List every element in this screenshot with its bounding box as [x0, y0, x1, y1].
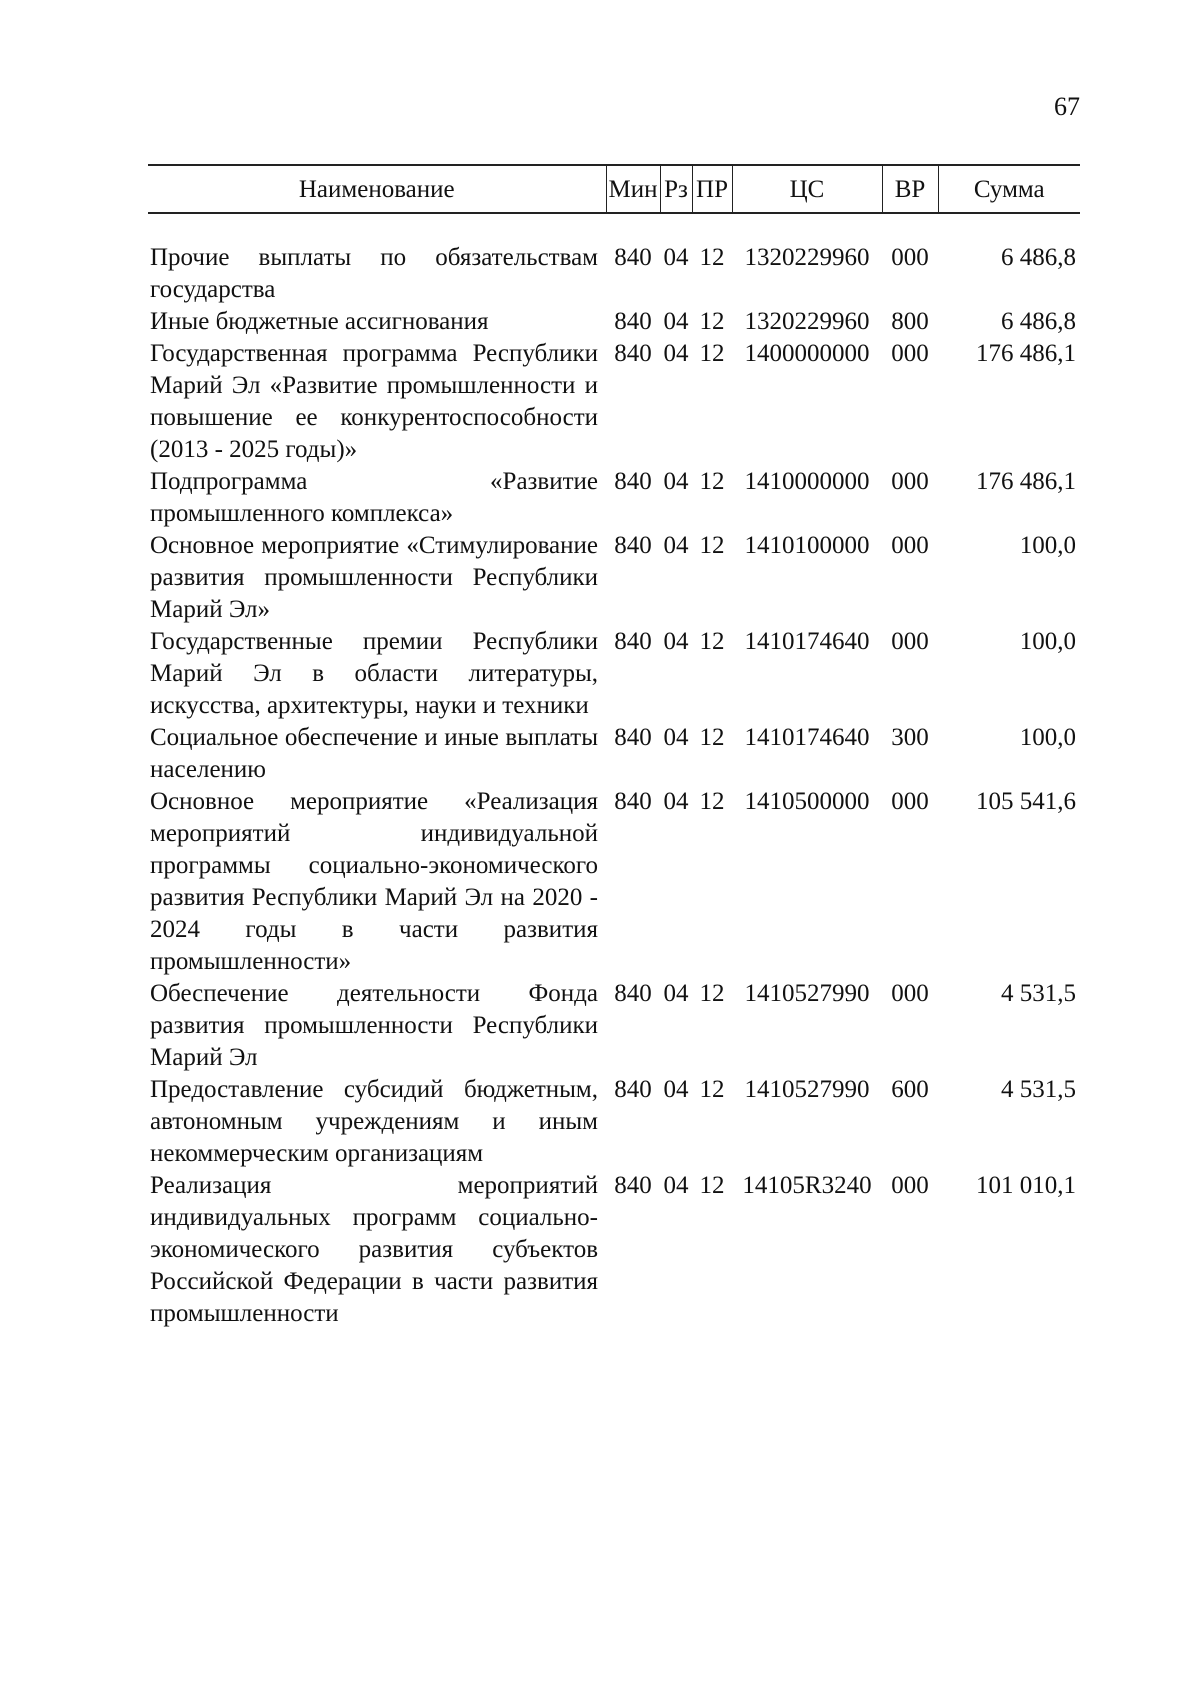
row-rz: 04	[663, 468, 689, 495]
row-vr: 000	[891, 244, 929, 271]
row-min: 840	[614, 340, 652, 367]
row-cs: 1320229960	[744, 244, 870, 271]
row-name: Государственная программа Республики Марий Эл «Развитие промышленности и повышение ее конкурентоспособности (2013 - 2025 годы)»	[150, 340, 598, 463]
row-min: 840	[614, 980, 652, 1007]
row-rz: 04	[663, 244, 689, 271]
row-vr: 800	[891, 308, 929, 335]
header-name: Наименование	[148, 165, 606, 213]
table-row	[148, 242, 1080, 306]
row-vr: 000	[891, 788, 929, 815]
row-sum: 176 486,1	[976, 340, 1076, 367]
row-min: 840	[614, 628, 652, 655]
row-cs: 1410527990	[744, 1076, 870, 1103]
row-pr: 12	[699, 532, 725, 559]
spacer-row	[148, 213, 1080, 242]
row-name: Иные бюджетные ассигнования	[150, 308, 489, 335]
row-vr: 000	[891, 532, 929, 559]
row-rz: 04	[663, 308, 689, 335]
row-sum: 100,0	[1019, 628, 1076, 655]
table-row	[148, 978, 1080, 1074]
row-min: 840	[614, 244, 652, 271]
row-min: 840	[614, 1076, 652, 1103]
row-name: Основное мероприятие «Стимулирование развития промышленности Республики Марий Эл»	[150, 532, 598, 623]
row-rz: 04	[663, 1172, 689, 1199]
row-name: Государственные премии Республики Марий Эл в области литературы, искусства, архитектуры, науки и техники	[150, 628, 598, 719]
row-sum: 6 486,8	[1001, 308, 1076, 335]
header-min: Мин	[606, 165, 660, 213]
row-sum: 4 531,5	[1001, 1076, 1076, 1103]
table-row	[148, 1170, 1080, 1330]
table-row	[148, 306, 1080, 338]
row-cs: 1410000000	[744, 468, 870, 495]
page-number: 67	[1054, 92, 1080, 121]
row-vr: 600	[891, 1076, 929, 1103]
row-min: 840	[614, 1172, 652, 1199]
row-rz: 04	[663, 724, 689, 751]
table-row	[148, 626, 1080, 722]
row-pr: 12	[699, 468, 725, 495]
table-row	[148, 1074, 1080, 1170]
table-row	[148, 466, 1080, 530]
row-cs: 14105R3240	[742, 1172, 872, 1199]
header-rz: Рз	[660, 165, 692, 213]
row-pr: 12	[699, 980, 725, 1007]
row-pr: 12	[699, 1076, 725, 1103]
row-cs: 1410527990	[744, 980, 870, 1007]
header-sum: Сумма	[938, 165, 1080, 213]
row-vr: 000	[891, 340, 929, 367]
row-sum: 100,0	[1019, 724, 1076, 751]
row-rz: 04	[663, 532, 689, 559]
row-rz: 04	[663, 340, 689, 367]
row-cs: 1410174640	[744, 724, 870, 751]
table-row	[148, 338, 1080, 466]
row-cs: 1410100000	[744, 532, 870, 559]
row-vr: 000	[891, 468, 929, 495]
row-name: Основное мероприятие «Реализация мероприятий индивидуальной программы социально-экономического развития Республики Марий Эл на 2020 - 2024 годы в части развития промышленности»	[150, 788, 598, 975]
row-name: Социальное обеспечение и иные выплаты населению	[150, 724, 598, 783]
table-row	[148, 786, 1080, 978]
table-row	[148, 722, 1080, 786]
row-pr: 12	[699, 724, 725, 751]
header-vr: ВР	[882, 165, 938, 213]
row-pr: 12	[699, 308, 725, 335]
row-rz: 04	[663, 628, 689, 655]
row-rz: 04	[663, 980, 689, 1007]
row-min: 840	[614, 724, 652, 751]
table-header-row	[148, 165, 1080, 213]
row-rz: 04	[663, 1076, 689, 1103]
row-sum: 4 531,5	[1001, 980, 1076, 1007]
row-pr: 12	[699, 628, 725, 655]
row-vr: 000	[891, 1172, 929, 1199]
row-min: 840	[614, 532, 652, 559]
table-row	[148, 530, 1080, 626]
row-pr: 12	[699, 340, 725, 367]
row-pr: 12	[699, 244, 725, 271]
header-pr: ПР	[692, 165, 732, 213]
row-pr: 12	[699, 788, 725, 815]
row-min: 840	[614, 788, 652, 815]
row-name: Обеспечение деятельности Фонда развития промышленности Республики Марий Эл	[150, 980, 598, 1071]
row-name: Прочие выплаты по обязательствам государства	[150, 244, 598, 303]
row-vr: 000	[891, 980, 929, 1007]
row-cs: 1410500000	[744, 788, 870, 815]
row-name: Реализация мероприятий индивидуальных программ социально-экономического развития субъектов Российской Федерации в части развития промышленности	[150, 1172, 598, 1327]
row-name: Подпрограмма «Развитие промышленного комплекса»	[150, 468, 598, 527]
row-vr: 000	[891, 628, 929, 655]
row-cs: 1400000000	[744, 340, 870, 367]
row-sum: 176 486,1	[976, 468, 1076, 495]
row-min: 840	[614, 468, 652, 495]
row-rz: 04	[663, 788, 689, 815]
row-sum: 101 010,1	[976, 1172, 1076, 1199]
header-cs: ЦС	[732, 165, 882, 213]
row-min: 840	[614, 308, 652, 335]
row-sum: 6 486,8	[1001, 244, 1076, 271]
row-cs: 1320229960	[744, 308, 870, 335]
row-name: Предоставление субсидий бюджетным, автономным учреждениям и иным некоммерческим организациям	[150, 1076, 598, 1167]
row-pr: 12	[699, 1172, 725, 1199]
row-cs: 1410174640	[744, 628, 870, 655]
row-sum: 105 541,6	[976, 788, 1076, 815]
row-vr: 300	[891, 724, 929, 751]
row-sum: 100,0	[1019, 532, 1076, 559]
budget-table	[148, 164, 1080, 1330]
